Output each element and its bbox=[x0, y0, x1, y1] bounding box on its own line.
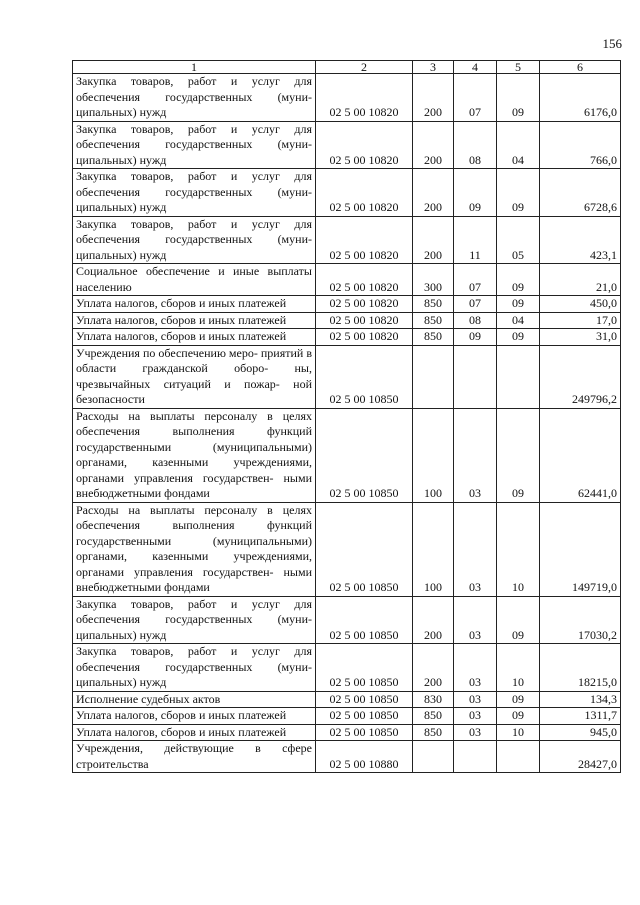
table-row bbox=[73, 596, 621, 644]
row-subsection-cell: 09 bbox=[497, 169, 540, 217]
row-section-cell: 11 bbox=[454, 216, 497, 264]
row-subsection-cell: 10 bbox=[497, 724, 540, 741]
row-expense-type-cell: 100 bbox=[413, 502, 454, 596]
row-name-cell: Закупка товаров, работ и услуг для обеспечения государственных (муни- ципальных) нужд bbox=[73, 121, 316, 169]
row-name-cell: Закупка товаров, работ и услуг для обеспечения государственных (муни- ципальных) нужд bbox=[73, 74, 316, 122]
row-expense-type-cell: 850 bbox=[413, 312, 454, 329]
table-row bbox=[73, 312, 621, 329]
row-amount-cell: 249796,2 bbox=[540, 345, 621, 408]
row-code-cell: 02 5 00 10820 bbox=[316, 121, 413, 169]
row-expense-type-cell: 850 bbox=[413, 724, 454, 741]
row-section-cell bbox=[454, 741, 497, 773]
row-amount-cell: 21,0 bbox=[540, 264, 621, 296]
row-amount-cell: 450,0 bbox=[540, 296, 621, 313]
row-amount-cell: 18215,0 bbox=[540, 644, 621, 692]
row-section-cell: 07 bbox=[454, 74, 497, 122]
table-row bbox=[73, 264, 621, 296]
row-name-cell: Закупка товаров, работ и услуг для обеспечения государственных (муни- ципальных) нужд bbox=[73, 169, 316, 217]
row-expense-type-cell: 200 bbox=[413, 121, 454, 169]
table-body bbox=[73, 74, 621, 773]
page-number: 156 bbox=[602, 36, 622, 51]
row-amount-cell: 766,0 bbox=[540, 121, 621, 169]
row-section-cell: 07 bbox=[454, 296, 497, 313]
row-section-cell: 08 bbox=[454, 312, 497, 329]
row-name-cell: Уплата налогов, сборов и иных платежей bbox=[73, 312, 316, 329]
row-amount-cell: 945,0 bbox=[540, 724, 621, 741]
row-section-cell: 03 bbox=[454, 502, 497, 596]
row-subsection-cell: 09 bbox=[497, 708, 540, 725]
table-row bbox=[73, 724, 621, 741]
row-amount-cell: 17030,2 bbox=[540, 596, 621, 644]
column-header-4: 4 bbox=[454, 61, 497, 74]
row-name-cell: Расходы на выплаты персоналу в целях обеспечения выполнения функций государственными (муниципальными) органами, казенными учреждениями, органами управления государствен- ными внебюджетными фондами bbox=[73, 408, 316, 502]
table-row bbox=[73, 216, 621, 264]
row-section-cell: 09 bbox=[454, 169, 497, 217]
table-row bbox=[73, 408, 621, 502]
row-section-cell: 03 bbox=[454, 644, 497, 692]
row-name-cell: Закупка товаров, работ и услуг для обеспечения государственных (муни- ципальных) нужд bbox=[73, 216, 316, 264]
row-amount-cell: 134,3 bbox=[540, 691, 621, 708]
table-row bbox=[73, 169, 621, 217]
table-row bbox=[73, 296, 621, 313]
row-subsection-cell bbox=[497, 345, 540, 408]
row-code-cell: 02 5 00 10820 bbox=[316, 74, 413, 122]
row-code-cell: 02 5 00 10820 bbox=[316, 264, 413, 296]
row-subsection-cell: 09 bbox=[497, 74, 540, 122]
row-amount-cell: 62441,0 bbox=[540, 408, 621, 502]
row-expense-type-cell bbox=[413, 345, 454, 408]
row-name-cell: Уплата налогов, сборов и иных платежей bbox=[73, 329, 316, 346]
table-row bbox=[73, 741, 621, 773]
row-expense-type-cell: 850 bbox=[413, 708, 454, 725]
row-name-cell: Исполнение судебных актов bbox=[73, 691, 316, 708]
row-subsection-cell: 10 bbox=[497, 644, 540, 692]
row-name-cell: Закупка товаров, работ и услуг для обеспечения государственных (муни- ципальных) нужд bbox=[73, 596, 316, 644]
table-row bbox=[73, 691, 621, 708]
table-row bbox=[73, 121, 621, 169]
row-code-cell: 02 5 00 10850 bbox=[316, 345, 413, 408]
row-code-cell: 02 5 00 10820 bbox=[316, 169, 413, 217]
column-header-6: 6 bbox=[540, 61, 621, 74]
row-subsection-cell: 04 bbox=[497, 121, 540, 169]
row-name-cell: Уплата налогов, сборов и иных платежей bbox=[73, 708, 316, 725]
row-subsection-cell: 04 bbox=[497, 312, 540, 329]
row-name-cell: Расходы на выплаты персоналу в целях обеспечения выполнения функций государственными (муниципальными) органами, казенными учреждениями, органами управления государствен- ными внебюджетными фондами bbox=[73, 502, 316, 596]
table-row bbox=[73, 708, 621, 725]
row-code-cell: 02 5 00 10820 bbox=[316, 296, 413, 313]
row-subsection-cell: 09 bbox=[497, 329, 540, 346]
row-section-cell: 09 bbox=[454, 329, 497, 346]
row-amount-cell: 31,0 bbox=[540, 329, 621, 346]
row-expense-type-cell bbox=[413, 741, 454, 773]
row-expense-type-cell: 850 bbox=[413, 329, 454, 346]
budget-table bbox=[72, 60, 621, 773]
row-subsection-cell: 05 bbox=[497, 216, 540, 264]
row-section-cell: 07 bbox=[454, 264, 497, 296]
row-expense-type-cell: 200 bbox=[413, 596, 454, 644]
column-header-1: 1 bbox=[73, 61, 316, 74]
row-code-cell: 02 5 00 10850 bbox=[316, 502, 413, 596]
row-expense-type-cell: 200 bbox=[413, 169, 454, 217]
column-header-5: 5 bbox=[497, 61, 540, 74]
row-name-cell: Уплата налогов, сборов и иных платежей bbox=[73, 296, 316, 313]
row-amount-cell: 1311,7 bbox=[540, 708, 621, 725]
table-row bbox=[73, 345, 621, 408]
row-name-cell: Учреждения, действующие в сфере строительства bbox=[73, 741, 316, 773]
table-row bbox=[73, 502, 621, 596]
row-expense-type-cell: 200 bbox=[413, 74, 454, 122]
row-code-cell: 02 5 00 10820 bbox=[316, 312, 413, 329]
row-amount-cell: 6728,6 bbox=[540, 169, 621, 217]
row-section-cell: 08 bbox=[454, 121, 497, 169]
row-code-cell: 02 5 00 10880 bbox=[316, 741, 413, 773]
column-header-2: 2 bbox=[316, 61, 413, 74]
row-subsection-cell bbox=[497, 741, 540, 773]
row-code-cell: 02 5 00 10850 bbox=[316, 408, 413, 502]
row-expense-type-cell: 200 bbox=[413, 216, 454, 264]
row-name-cell: Учреждения по обеспечению меро- приятий в области гражданской оборо- ны, чрезвычайных ситуаций и пожар- ной безопасности bbox=[73, 345, 316, 408]
row-code-cell: 02 5 00 10850 bbox=[316, 724, 413, 741]
row-amount-cell: 28427,0 bbox=[540, 741, 621, 773]
row-subsection-cell: 09 bbox=[497, 296, 540, 313]
table-row bbox=[73, 644, 621, 692]
row-subsection-cell: 09 bbox=[497, 691, 540, 708]
table-row bbox=[73, 329, 621, 346]
header-row bbox=[73, 61, 621, 74]
row-code-cell: 02 5 00 10850 bbox=[316, 596, 413, 644]
row-code-cell: 02 5 00 10820 bbox=[316, 329, 413, 346]
row-amount-cell: 6176,0 bbox=[540, 74, 621, 122]
row-amount-cell: 149719,0 bbox=[540, 502, 621, 596]
row-expense-type-cell: 830 bbox=[413, 691, 454, 708]
table-row bbox=[73, 74, 621, 122]
row-subsection-cell: 09 bbox=[497, 596, 540, 644]
row-section-cell: 03 bbox=[454, 724, 497, 741]
row-section-cell bbox=[454, 345, 497, 408]
row-subsection-cell: 09 bbox=[497, 408, 540, 502]
row-expense-type-cell: 850 bbox=[413, 296, 454, 313]
row-name-cell: Социальное обеспечение и иные выплаты населению bbox=[73, 264, 316, 296]
row-name-cell: Уплата налогов, сборов и иных платежей bbox=[73, 724, 316, 741]
column-header-3: 3 bbox=[413, 61, 454, 74]
row-section-cell: 03 bbox=[454, 596, 497, 644]
row-name-cell: Закупка товаров, работ и услуг для обеспечения государственных (муни- ципальных) нужд bbox=[73, 644, 316, 692]
row-subsection-cell: 09 bbox=[497, 264, 540, 296]
row-section-cell: 03 bbox=[454, 691, 497, 708]
row-amount-cell: 423,1 bbox=[540, 216, 621, 264]
row-amount-cell: 17,0 bbox=[540, 312, 621, 329]
row-code-cell: 02 5 00 10820 bbox=[316, 216, 413, 264]
row-expense-type-cell: 200 bbox=[413, 644, 454, 692]
row-section-cell: 03 bbox=[454, 708, 497, 725]
row-code-cell: 02 5 00 10850 bbox=[316, 644, 413, 692]
row-expense-type-cell: 300 bbox=[413, 264, 454, 296]
row-expense-type-cell: 100 bbox=[413, 408, 454, 502]
row-code-cell: 02 5 00 10850 bbox=[316, 691, 413, 708]
row-subsection-cell: 10 bbox=[497, 502, 540, 596]
row-code-cell: 02 5 00 10850 bbox=[316, 708, 413, 725]
row-section-cell: 03 bbox=[454, 408, 497, 502]
